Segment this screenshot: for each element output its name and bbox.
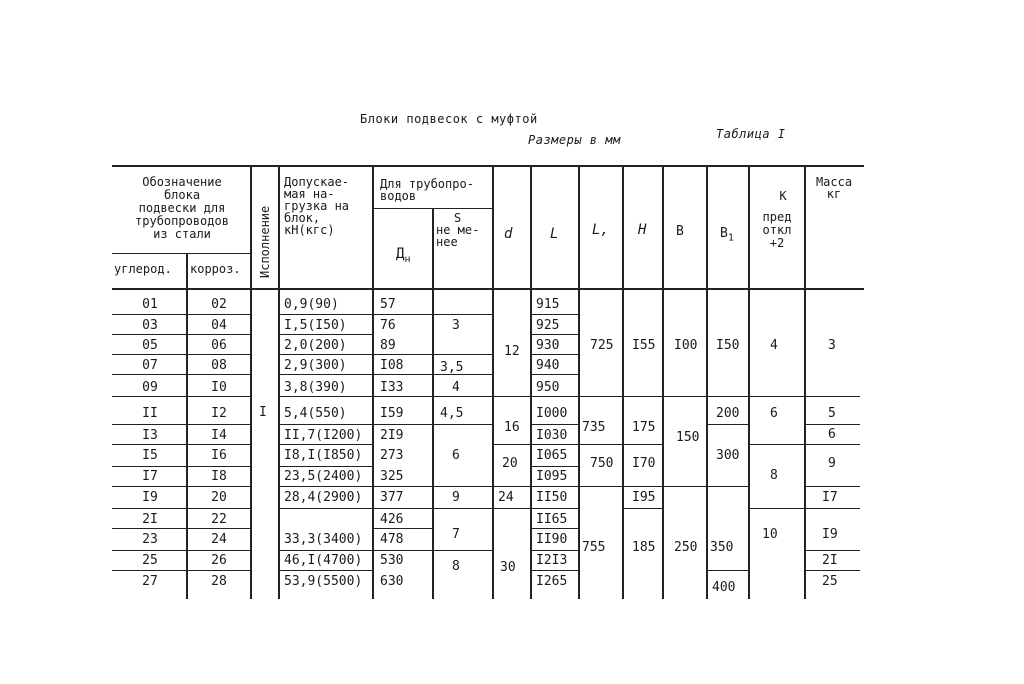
B1-value: I50 — [716, 338, 740, 353]
carbon-code: II — [142, 406, 158, 421]
s-header: S не ме- нее — [436, 211, 480, 249]
carbon-code: I3 — [142, 428, 158, 443]
mass-value: 6 — [828, 427, 836, 442]
B1-header: $B_1$ — [720, 226, 734, 244]
corrosion-code: 08 — [211, 358, 227, 373]
load-value: 28,4(2900) — [284, 490, 363, 505]
d-value: 16 — [504, 420, 520, 435]
dn-value: 426 — [380, 512, 404, 527]
corrosion-code: I2 — [211, 406, 227, 421]
corrosion-header: корроз. — [190, 262, 241, 276]
d-value: 20 — [502, 456, 518, 471]
L-value: I095 — [536, 469, 568, 484]
B1-value: 300 — [716, 448, 740, 463]
carbon-code: 27 — [142, 574, 158, 589]
d-value: 12 — [504, 344, 520, 359]
L-header: L — [550, 226, 559, 242]
s-value: 4,5 — [440, 406, 464, 421]
carbon-header: углерод. — [114, 262, 172, 276]
carbon-code: 09 — [142, 380, 158, 395]
dn-value: 89 — [380, 338, 396, 353]
mass-value: 5 — [828, 406, 836, 421]
pipe-header: Для трубопро- водов — [380, 177, 474, 203]
carbon-code: 25 — [142, 553, 158, 568]
mass-value: I9 — [822, 527, 838, 542]
dn-value: I08 — [380, 358, 404, 373]
dn-value: I33 — [380, 380, 404, 395]
corrosion-code: 22 — [211, 512, 227, 527]
carbon-code: 07 — [142, 358, 158, 373]
s-value: 8 — [452, 559, 460, 574]
B1-value: 350 — [710, 540, 734, 555]
B1-value: 200 — [716, 406, 740, 421]
dn-value: 377 — [380, 490, 404, 505]
L1-value: 735 — [582, 420, 606, 435]
B-value: 250 — [674, 540, 698, 555]
K-value: 4 — [770, 338, 778, 353]
s-value: 3,5 — [440, 360, 464, 375]
corrosion-code: I4 — [211, 428, 227, 443]
corrosion-code: 26 — [211, 553, 227, 568]
H-value: I95 — [632, 490, 656, 505]
H-value: I70 — [632, 456, 656, 471]
carbon-code: I9 — [142, 490, 158, 505]
load-value: I,5(I50) — [284, 318, 347, 333]
dn-value: 630 — [380, 574, 404, 589]
load-value: 2,0(200) — [284, 338, 347, 353]
L1-header: L, — [592, 222, 609, 238]
L1-value: 750 — [590, 456, 614, 471]
K-value: 10 — [762, 527, 778, 542]
load-value: 23,5(2400) — [284, 469, 363, 484]
L-value: 915 — [536, 297, 560, 312]
load-value: 0,9(90) — [284, 297, 339, 312]
L1-value: 725 — [590, 338, 614, 353]
load-value: 3,8(390) — [284, 380, 347, 395]
s-value: 9 — [452, 490, 460, 505]
L-value: II65 — [536, 512, 568, 527]
corrosion-code: 06 — [211, 338, 227, 353]
L-value: 925 — [536, 318, 560, 333]
carbon-code: 05 — [142, 338, 158, 353]
L-value: 930 — [536, 338, 560, 353]
load-header: Допускае- мая на- грузка на блок, кН(кгс) — [284, 175, 350, 237]
carbon-code: 01 — [142, 297, 158, 312]
dn-value: 2I9 — [380, 428, 404, 443]
L-value: I065 — [536, 448, 568, 463]
carbon-code: 2I — [142, 512, 158, 527]
mass-value: 3 — [828, 338, 836, 353]
K-value: 6 — [770, 406, 778, 421]
K-header: К пред откл +2 — [762, 189, 792, 250]
mass-value: I7 — [822, 490, 838, 505]
page-title: Блоки подвесок с муфтой — [360, 112, 538, 126]
corrosion-code: 24 — [211, 532, 227, 547]
load-value: 33,3(3400) — [284, 532, 363, 547]
mass-value: 9 — [828, 456, 836, 471]
B1-value: 400 — [712, 580, 736, 595]
version-value: I — [259, 405, 267, 420]
s-value: 6 — [452, 448, 460, 463]
corrosion-code: 28 — [211, 574, 227, 589]
load-value: 53,9(5500) — [284, 574, 363, 589]
dn-value: 478 — [380, 532, 404, 547]
dn-header: $Д_н$ — [396, 246, 411, 265]
B-value: I00 — [674, 338, 698, 353]
s-value: 7 — [452, 527, 460, 542]
corrosion-code: I0 — [211, 380, 227, 395]
s-value: 4 — [452, 380, 460, 395]
carbon-code: 23 — [142, 532, 158, 547]
load-value: 5,4(550) — [284, 406, 347, 421]
corrosion-code: I8 — [211, 469, 227, 484]
mass-value: 25 — [822, 574, 838, 589]
dn-value: 57 — [380, 297, 396, 312]
H-value: 175 — [632, 420, 656, 435]
s-value: 3 — [452, 318, 460, 333]
designation-header: Обозначение блока подвески для трубопроводов из стали — [135, 175, 229, 241]
L-value: 940 — [536, 358, 560, 373]
L-value: I000 — [536, 406, 568, 421]
B-header: B — [676, 224, 684, 239]
corrosion-code: 04 — [211, 318, 227, 333]
dn-value: 325 — [380, 469, 404, 484]
L1-value: 755 — [582, 540, 606, 555]
units-note: Размеры в мм — [528, 133, 621, 147]
L-value: I030 — [536, 428, 568, 443]
table-label: Таблица I — [716, 127, 786, 141]
L-value: I2I3 — [536, 553, 568, 568]
K-value: 8 — [770, 468, 778, 483]
mass-value: 2I — [822, 553, 838, 568]
corrosion-code: 02 — [211, 297, 227, 312]
dn-value: 273 — [380, 448, 404, 463]
dn-value: I59 — [380, 406, 404, 421]
load-value: 2,9(300) — [284, 358, 347, 373]
corrosion-code: I6 — [211, 448, 227, 463]
H-header: H — [638, 222, 647, 238]
B-value: 150 — [676, 430, 700, 445]
d-value: 24 — [498, 490, 514, 505]
load-value: 46,I(4700) — [284, 553, 363, 568]
d-header: d — [504, 226, 513, 242]
L-value: 950 — [536, 380, 560, 395]
dn-value: 530 — [380, 553, 404, 568]
L-value: I265 — [536, 574, 568, 589]
corrosion-code: 20 — [211, 490, 227, 505]
H-value: I55 — [632, 338, 656, 353]
L-value: II90 — [536, 532, 568, 547]
version-header: Исполнение — [258, 205, 272, 278]
L-value: II50 — [536, 490, 568, 505]
mass-header: Масса кг — [815, 175, 853, 201]
load-value: II,7(I200) — [284, 428, 363, 443]
carbon-code: I5 — [142, 448, 158, 463]
load-value: I8,I(I850) — [284, 448, 363, 463]
carbon-code: 03 — [142, 318, 158, 333]
H-value: 185 — [632, 540, 656, 555]
carbon-code: I7 — [142, 469, 158, 484]
d-value: 30 — [500, 560, 516, 575]
dn-value: 76 — [380, 318, 396, 333]
